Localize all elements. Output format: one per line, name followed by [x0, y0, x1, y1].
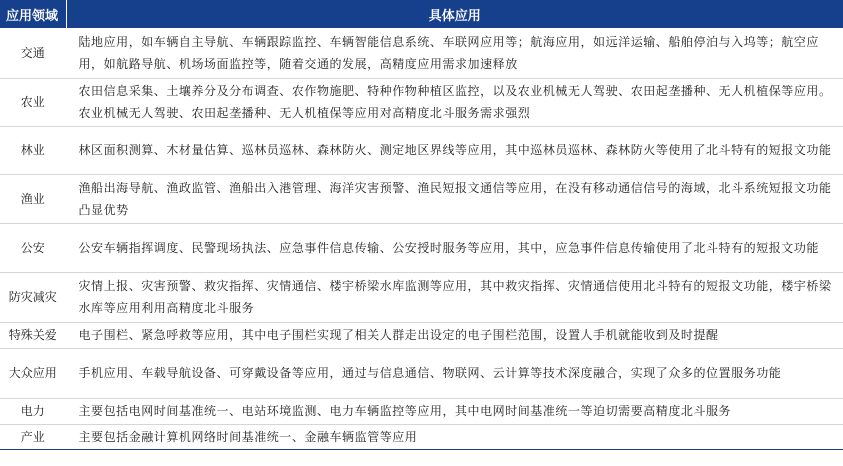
- desc-cell: 手机应用、车载导航设备、可穿戴设备等应用，通过与信息通信、物联网、云计算等技术深度融合，实现了众多的位置服务功能: [66, 348, 843, 398]
- area-cell: 防灾减灾: [0, 272, 66, 322]
- table-row: [0, 78, 843, 126]
- header-area: 应用领域: [0, 0, 66, 28]
- area-cell: 大众应用: [0, 348, 66, 398]
- desc-cell: 渔船出海导航、渔政监管、渔船出入港管理、海洋灾害预警、渔民短报文通信等应用，在没有移动通信信号的海域，北斗系统短报文功能凸显优势: [66, 174, 843, 223]
- table-body: [0, 28, 843, 449]
- table-row: [0, 398, 843, 424]
- area-cell: 电力: [0, 398, 66, 424]
- table-row: [0, 348, 843, 398]
- table-row: [0, 322, 843, 348]
- area-cell: 公安: [0, 223, 66, 272]
- area-cell: 产业: [0, 424, 66, 449]
- header-application: 具体应用: [66, 0, 843, 28]
- desc-cell: 农田信息采集、土壤养分及分布调查、农作物施肥、特种作物种植区监控，以及农业机械无人驾驶、农田起垄播种、无人机植保等应用。农业机械无人驾驶、农田起垄播种、无人机植保等应用对高精度北斗服务需求强烈: [66, 78, 843, 126]
- desc-cell: 陆地应用，如车辆自主导航、车辆跟踪监控、车辆智能信息系统、车联网应用等；航海应用，如远洋运输、船舶停泊与入坞等；航空应用，如航路导航、机场场面监控等，随着交通的发展，高精度应用需求加速释放: [66, 28, 843, 78]
- table-row: [0, 126, 843, 174]
- desc-cell: 公安车辆指挥调度、民警现场执法、应急事件信息传输、公安授时服务等应用，其中，应急事件信息传输使用了北斗特有的短报文功能: [66, 223, 843, 272]
- desc-cell: 林区面积测算、木材量估算、巡林员巡林、森林防火、测定地区界线等应用，其中巡林员巡林、森林防火等使用了北斗特有的短报文功能: [66, 126, 843, 174]
- desc-cell: 灾情上报、灾害预警、救灾指挥、灾情通信、楼宇桥梁水库监测等应用，其中救灾指挥、灾情通信使用北斗特有的短报文功能，楼宇桥梁水库等应用利用高精度北斗服务: [66, 272, 843, 322]
- table-row: [0, 28, 843, 78]
- table-row: [0, 223, 843, 272]
- table-row: [0, 272, 843, 322]
- area-cell: 农业: [0, 78, 66, 126]
- area-cell: 交通: [0, 28, 66, 78]
- area-cell: 特殊关爱: [0, 322, 66, 348]
- area-cell: 林业: [0, 126, 66, 174]
- table-row: [0, 174, 843, 223]
- desc-cell: 主要包括电网时间基准统一、电站环境监测、电力车辆监控等应用，其中电网时间基准统一等迫切需要高精度北斗服务: [66, 398, 843, 424]
- area-cell: 渔业: [0, 174, 66, 223]
- desc-cell: 电子围栏、紧急呼救等应用，其中电子围栏实现了相关人群走出设定的电子围栏范围，设置人手机就能收到及时提醒: [66, 322, 843, 348]
- desc-cell: 主要包括金融计算机网络时间基准统一、金融车辆监管等应用: [66, 424, 843, 449]
- table-header: [0, 0, 843, 28]
- table-row: [0, 424, 843, 449]
